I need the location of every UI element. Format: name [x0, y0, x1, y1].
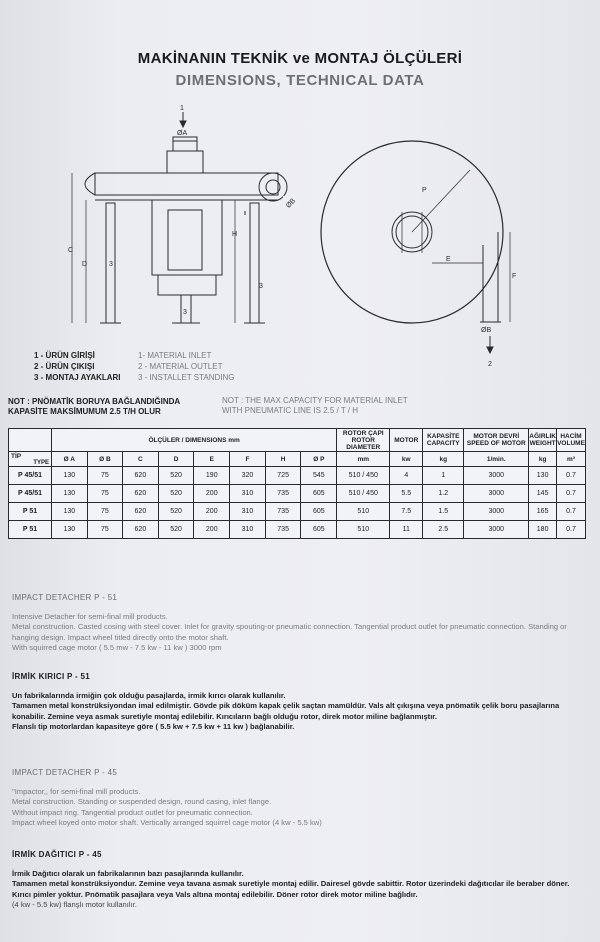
note-turkish: [8, 397, 180, 417]
legend-row: [34, 361, 234, 372]
table-header-row: [9, 429, 586, 452]
unit-header: kg: [529, 452, 557, 467]
capacity-cell: 1: [423, 467, 464, 485]
dim-cell: 735: [265, 503, 301, 521]
rotor-header-l1: ROTOR ÇAPI: [342, 429, 384, 437]
label-e: E: [446, 256, 451, 263]
dim-cell: 130: [52, 521, 88, 539]
speed-header: [464, 429, 529, 452]
dim-cell: 200: [194, 521, 230, 539]
motor-header: MOTOR: [390, 429, 423, 452]
volume-header-l1: HACİM: [560, 433, 582, 440]
inlet-housing: [167, 151, 203, 173]
dim-cell: 735: [265, 521, 301, 539]
capacity-cell: 2.5: [423, 521, 464, 539]
label-c: C: [68, 247, 74, 254]
col-header: H: [265, 452, 301, 467]
speed-cell: 3000: [464, 503, 529, 521]
leg-right: [250, 203, 259, 323]
tip-cell: P 45/51: [9, 485, 52, 503]
capacity-header-l2: CAPACITY: [426, 440, 460, 447]
rotor-header: [337, 429, 390, 452]
dim-cell: 545: [301, 467, 337, 485]
volume-header-l2: VOLUME: [557, 440, 585, 447]
label-leg-right-num: 3: [259, 283, 263, 290]
table-row: [9, 485, 586, 503]
title-turkish: MAKİNANIN TEKNİK ve MONTAJ ÖLÇÜLERİ: [137, 50, 463, 67]
dim-cell: 200: [194, 503, 230, 521]
speed-cell: 3000: [464, 467, 529, 485]
unit-header: kw: [390, 452, 423, 467]
capacity-cell: 1.2: [423, 485, 464, 503]
unit-header: m³: [557, 452, 586, 467]
weight-cell: 130: [529, 467, 557, 485]
type-label: TYPE: [33, 459, 49, 466]
weight-header-l2: WEIGHT: [529, 440, 556, 447]
label-dia-b: ØB: [285, 197, 298, 210]
speed-cell: 3000: [464, 485, 529, 503]
note-tr-line1: NOT : PNÖMATİK BORUYA BAĞLANDIĞINDA: [8, 397, 181, 406]
dim-cell: 725: [265, 467, 301, 485]
dim-cell: 75: [87, 467, 122, 485]
unit-header: mm: [337, 452, 390, 467]
weight-cell: 165: [529, 503, 557, 521]
dim-cell: 310: [230, 503, 266, 521]
capacity-cell: 1.5: [423, 503, 464, 521]
rotor-cell: 510 / 450: [337, 485, 390, 503]
legend-tr: 1 - ÜRÜN GİRİŞİ: [34, 351, 95, 360]
dim-cell: 310: [230, 485, 266, 503]
dim-cell: 190: [194, 467, 230, 485]
speed-header-l2: SPEED OF MOTOR: [466, 440, 526, 447]
section-impact-detacher-p51: [12, 593, 586, 654]
dim-cell: 620: [123, 521, 159, 539]
label-leg-left-num: 3: [109, 261, 113, 268]
dim-cell: 130: [52, 467, 88, 485]
legend-row: [34, 372, 234, 383]
dim-cell: 75: [87, 521, 122, 539]
volume-cell: 0.7: [557, 521, 586, 539]
section-line: Without impact ring. Tangential product outlet for pneumatic connection.: [12, 807, 253, 817]
legend-en: 1- MATERIAL INLET: [138, 351, 212, 360]
legend-tr: 3 - MONTAJ AYAKLARI: [34, 373, 121, 382]
motor-base: [158, 275, 216, 295]
dim-cell: 605: [301, 503, 337, 521]
dim-cell: 310: [230, 521, 266, 539]
dim-cell: 520: [158, 467, 194, 485]
note-tr-line2: KAPASİTE MAKSİMUMUM 2.5 T/H OLUR: [8, 407, 161, 416]
section-line: "Impactor,, for semi-final mill products.: [12, 786, 141, 796]
dim-cell: 605: [301, 485, 337, 503]
section-heading: IMPACT DETACHER P - 51: [12, 593, 118, 602]
motor-cell: 4: [390, 467, 423, 485]
unit-header: kg: [423, 452, 464, 467]
section-line: Flanslı tip motorlardan kapasiteye göre ( 5.5 kw + 7.5 kw + 11 kw ) bağlanabilir.: [12, 722, 295, 731]
label-inlet-num: 1: [180, 105, 184, 112]
motor-cell: 5.5: [390, 485, 423, 503]
table-subheader-row: [9, 452, 586, 467]
label-f: F: [512, 273, 517, 280]
section-line: Metal construction. Casted cosing with steel cover. Inlet for gravity spouting-or pneumatic connection. Tangential product outlet for pneumatic connection. Standing or hanging design. Impact wheel titled directly onto the motor shaft.: [12, 622, 567, 642]
motor-cell: 7.5: [390, 503, 423, 521]
weight-header-l1: AĞIRLIK: [529, 433, 556, 440]
dim-cell: 520: [158, 503, 194, 521]
weight-header: [529, 429, 557, 452]
tip-cell: P 51: [9, 521, 52, 539]
inlet-pipe: [173, 137, 197, 151]
table-row: [9, 521, 586, 539]
capacity-header-l1: KAPASİTE: [427, 433, 460, 440]
legend-row: [34, 350, 234, 361]
volume-cell: 0.7: [557, 485, 586, 503]
label-d: D: [82, 261, 88, 268]
col-header: C: [123, 452, 159, 467]
motor-core: [168, 210, 202, 270]
tip-cell: P 45/51: [9, 467, 52, 485]
dim-cell: 130: [52, 485, 88, 503]
table-row: [9, 467, 586, 485]
label-dia-b-outlet: ØB: [481, 327, 492, 334]
volume-cell: 0.7: [557, 467, 586, 485]
col-header: Ø B: [87, 452, 122, 467]
section-line: (4 kw - 5.5 kw) flanşlı motor kullanılır.: [12, 900, 137, 909]
section-heading: İRMİK KIRICI P - 51: [12, 672, 91, 681]
weight-cell: 180: [529, 521, 557, 539]
rotor-cell: 510: [337, 521, 390, 539]
legend: [34, 350, 234, 383]
legend-en: 2 - MATERIAL OUTLET: [138, 362, 223, 371]
label-h: H: [232, 231, 238, 238]
dim-cell: 75: [87, 503, 122, 521]
section-line: With squirred cage motor ( 5.5 mw - 7.5 kw - 11 kw ) 3000 rpm: [12, 643, 222, 652]
label-foot-num: 3: [183, 309, 187, 316]
capacity-header: [423, 429, 464, 452]
inlet-arrowhead: [180, 121, 186, 127]
col-header: F: [230, 452, 266, 467]
spec-table: [8, 428, 586, 539]
note-en-line2: WITH PNEUMATIC LINE IS 2.5 / T / H: [222, 406, 359, 415]
speed-header-l1: MOTOR DEVRİ: [473, 433, 520, 440]
weight-cell: 145: [529, 485, 557, 503]
rotor-cell: 510 / 450: [337, 467, 390, 485]
section-line: Tamamen metal konstrüksiyondan imal edilmiştir. Gövde pik döküm kapak çelik saçtan mamüldür. Vals alt çıkışına veya pnömatik çelik boru pasajlarına konabilir. Zemine veya asmak suretiyle montaj edilebilir. Kırıcıların bağlı olduğu rotor, direk motor miline bağlanmıştır.: [12, 701, 560, 721]
dim-cell: 520: [158, 485, 194, 503]
dim-cell: 520: [158, 521, 194, 539]
frame-beam: [95, 173, 278, 195]
section-line: Metal construction. Standing or suspended design, round casing, inlet flange.: [12, 797, 272, 806]
tip-cell: P 51: [9, 503, 52, 521]
section-irmik-dagitici-p45: [12, 850, 586, 911]
label-dia-a: ØA: [177, 130, 188, 137]
col-header: Ø A: [52, 452, 88, 467]
motor-body: [152, 200, 222, 275]
section-line: Un fabrikalarında irmiğin çok olduğu pasajlarda, irmik kırıcı olarak kullanılır.: [12, 690, 286, 700]
legend-tr: 2 - ÜRÜN ÇIKIŞI: [34, 362, 95, 371]
dim-cell: 620: [123, 503, 159, 521]
note-en-line1: NOT : THE MAX CAPACITY FOR MATERIAL INLET: [222, 396, 408, 405]
dim-cell: 130: [52, 503, 88, 521]
note-english: [222, 396, 408, 416]
rotor-header-l2: ROTOR DIAMETER: [346, 436, 381, 451]
col-header: E: [194, 452, 230, 467]
dim-cell: 75: [87, 485, 122, 503]
outlet-ring: [259, 173, 287, 201]
volume-cell: 0.7: [557, 503, 586, 521]
dim-cell: 320: [230, 467, 266, 485]
outlet-arrowhead: [487, 347, 493, 353]
col-header: D: [158, 452, 194, 467]
section-irmik-kirici-p51: [12, 672, 586, 733]
corner-cell: [9, 429, 52, 452]
unit-header: 1/min.: [464, 452, 529, 467]
rotor-cell: 510: [337, 503, 390, 521]
tip-label: TİP: [11, 452, 22, 460]
dim-cell: 620: [123, 485, 159, 503]
title-english: DIMENSIONS, TECHNICAL DATA: [175, 72, 425, 89]
section-line: Impact wheel koyed onto motor shaft. Vertically arranged squirrel cage motor (4 kw - 5.5 kw): [12, 818, 322, 827]
section-heading: İRMİK DAĞITICI P - 45: [12, 850, 102, 859]
section-heading: IMPACT DETACHER P - 45: [12, 768, 118, 777]
label-outlet-num: 2: [488, 361, 492, 368]
label-p: P: [422, 187, 427, 194]
motor-cell: 11: [390, 521, 423, 539]
speed-cell: 3000: [464, 521, 529, 539]
table-row: [9, 503, 586, 521]
legend-en: 3 - INSTALLET STANDING: [138, 373, 235, 382]
technical-drawing: [0, 98, 600, 373]
dim-cell: 735: [265, 485, 301, 503]
col-header: Ø P: [301, 452, 337, 467]
dim-p-line: [412, 170, 470, 232]
tip-type-cell: [9, 452, 52, 467]
volume-header: [557, 429, 586, 452]
section-line: İrmik Dağıtıcı olarak un fabrikalarının bazı pasajlarında kullanılır.: [12, 868, 244, 878]
dim-cell: 620: [123, 467, 159, 485]
dim-cell: 605: [301, 521, 337, 539]
section-impact-detacher-p45: [12, 768, 586, 829]
dims-header: ÖLÇÜLER / DIMENSIONS mm: [52, 429, 337, 452]
section-line: Tamamen metal konstrüksiyondur. Zemine veya tavana asmak suretiyle montaj edilir. Dairesel gövde sabittir. Rotor üzerindeki dağıtıcılar ile beraber döner. Kırıcı pimler yoktur. Pnömatik pasajlara veya Vals altına montaj edilebilir. Döner rotor direk motor miline bağlıdır.: [12, 879, 570, 899]
section-line: Intensive Detacher for semi-final mill products.: [12, 611, 168, 621]
dim-cell: 200: [194, 485, 230, 503]
